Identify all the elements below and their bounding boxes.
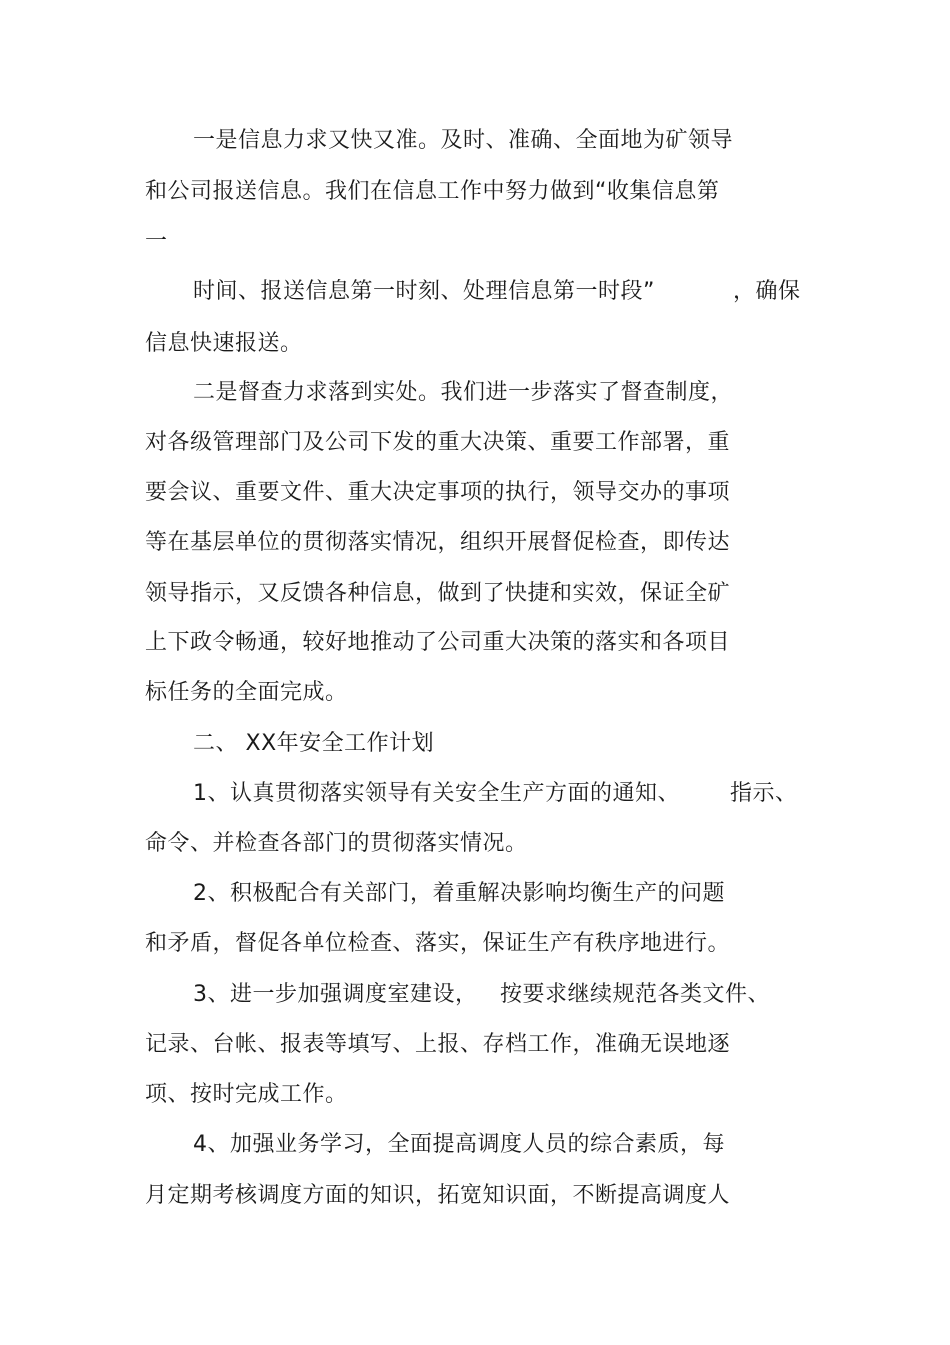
text-line: 上下政令畅通，较好地推动了公司重大决策的落实和各项目	[145, 630, 731, 655]
text-line: 时间、报送信息第一时刻、处理信息第一时段”	[193, 279, 655, 304]
section-heading: 二、 XX年安全工作计划	[193, 731, 435, 756]
text-line: 1、认真贯彻落实领导有关安全生产方面的通知、	[193, 781, 680, 806]
text-line: 记录、台帐、报表等填写、上报、存档工作，准确无误地逐	[145, 1032, 731, 1057]
text-line: 4、加强业务学习，全面提高调度人员的综合素质，每	[193, 1132, 725, 1157]
text-line: 按要求继续规范各类文件、	[500, 982, 771, 1007]
text-line: 标任务的全面完成。	[145, 680, 348, 705]
text-line: 2、积极配合有关部门，着重解决影响均衡生产的问题	[193, 881, 725, 906]
text-line: 命令、并检查各部门的贯彻落实情况。	[145, 831, 528, 856]
text-line: 和公司报送信息。我们在信息工作中努力做到“收集信息第	[145, 179, 720, 204]
text-line: 项、按时完成工作。	[145, 1082, 348, 1107]
text-line: 领导指示，又反馈各种信息，做到了快捷和实效，保证全矿	[145, 581, 731, 606]
text-line: 要会议、重要文件、重大决定事项的执行，领导交办的事项	[145, 480, 731, 505]
text-line: ，确保	[733, 279, 801, 304]
text-line: 和矛盾，督促各单位检查、落实，保证生产有秩序地进行。	[145, 931, 731, 956]
text-line: 一是信息力求又快又准。及时、准确、全面地为矿领导	[193, 128, 734, 153]
text-line: 二是督查力求落到实处。我们进一步落实了督查制度，	[193, 380, 734, 405]
text-line: 信息快速报送。	[145, 331, 303, 356]
text-line: 一	[145, 229, 168, 254]
text-line: 3、进一步加强调度室建设，	[193, 982, 478, 1007]
text-line: 指示、	[730, 781, 798, 806]
text-line: 月定期考核调度方面的知识，拓宽知识面，不断提高调度人	[145, 1183, 731, 1208]
text-line: 对各级管理部门及公司下发的重大决策、重要工作部署，重	[145, 430, 731, 455]
text-line: 等在基层单位的贯彻落实情况，组织开展督促检查，即传达	[145, 530, 731, 555]
